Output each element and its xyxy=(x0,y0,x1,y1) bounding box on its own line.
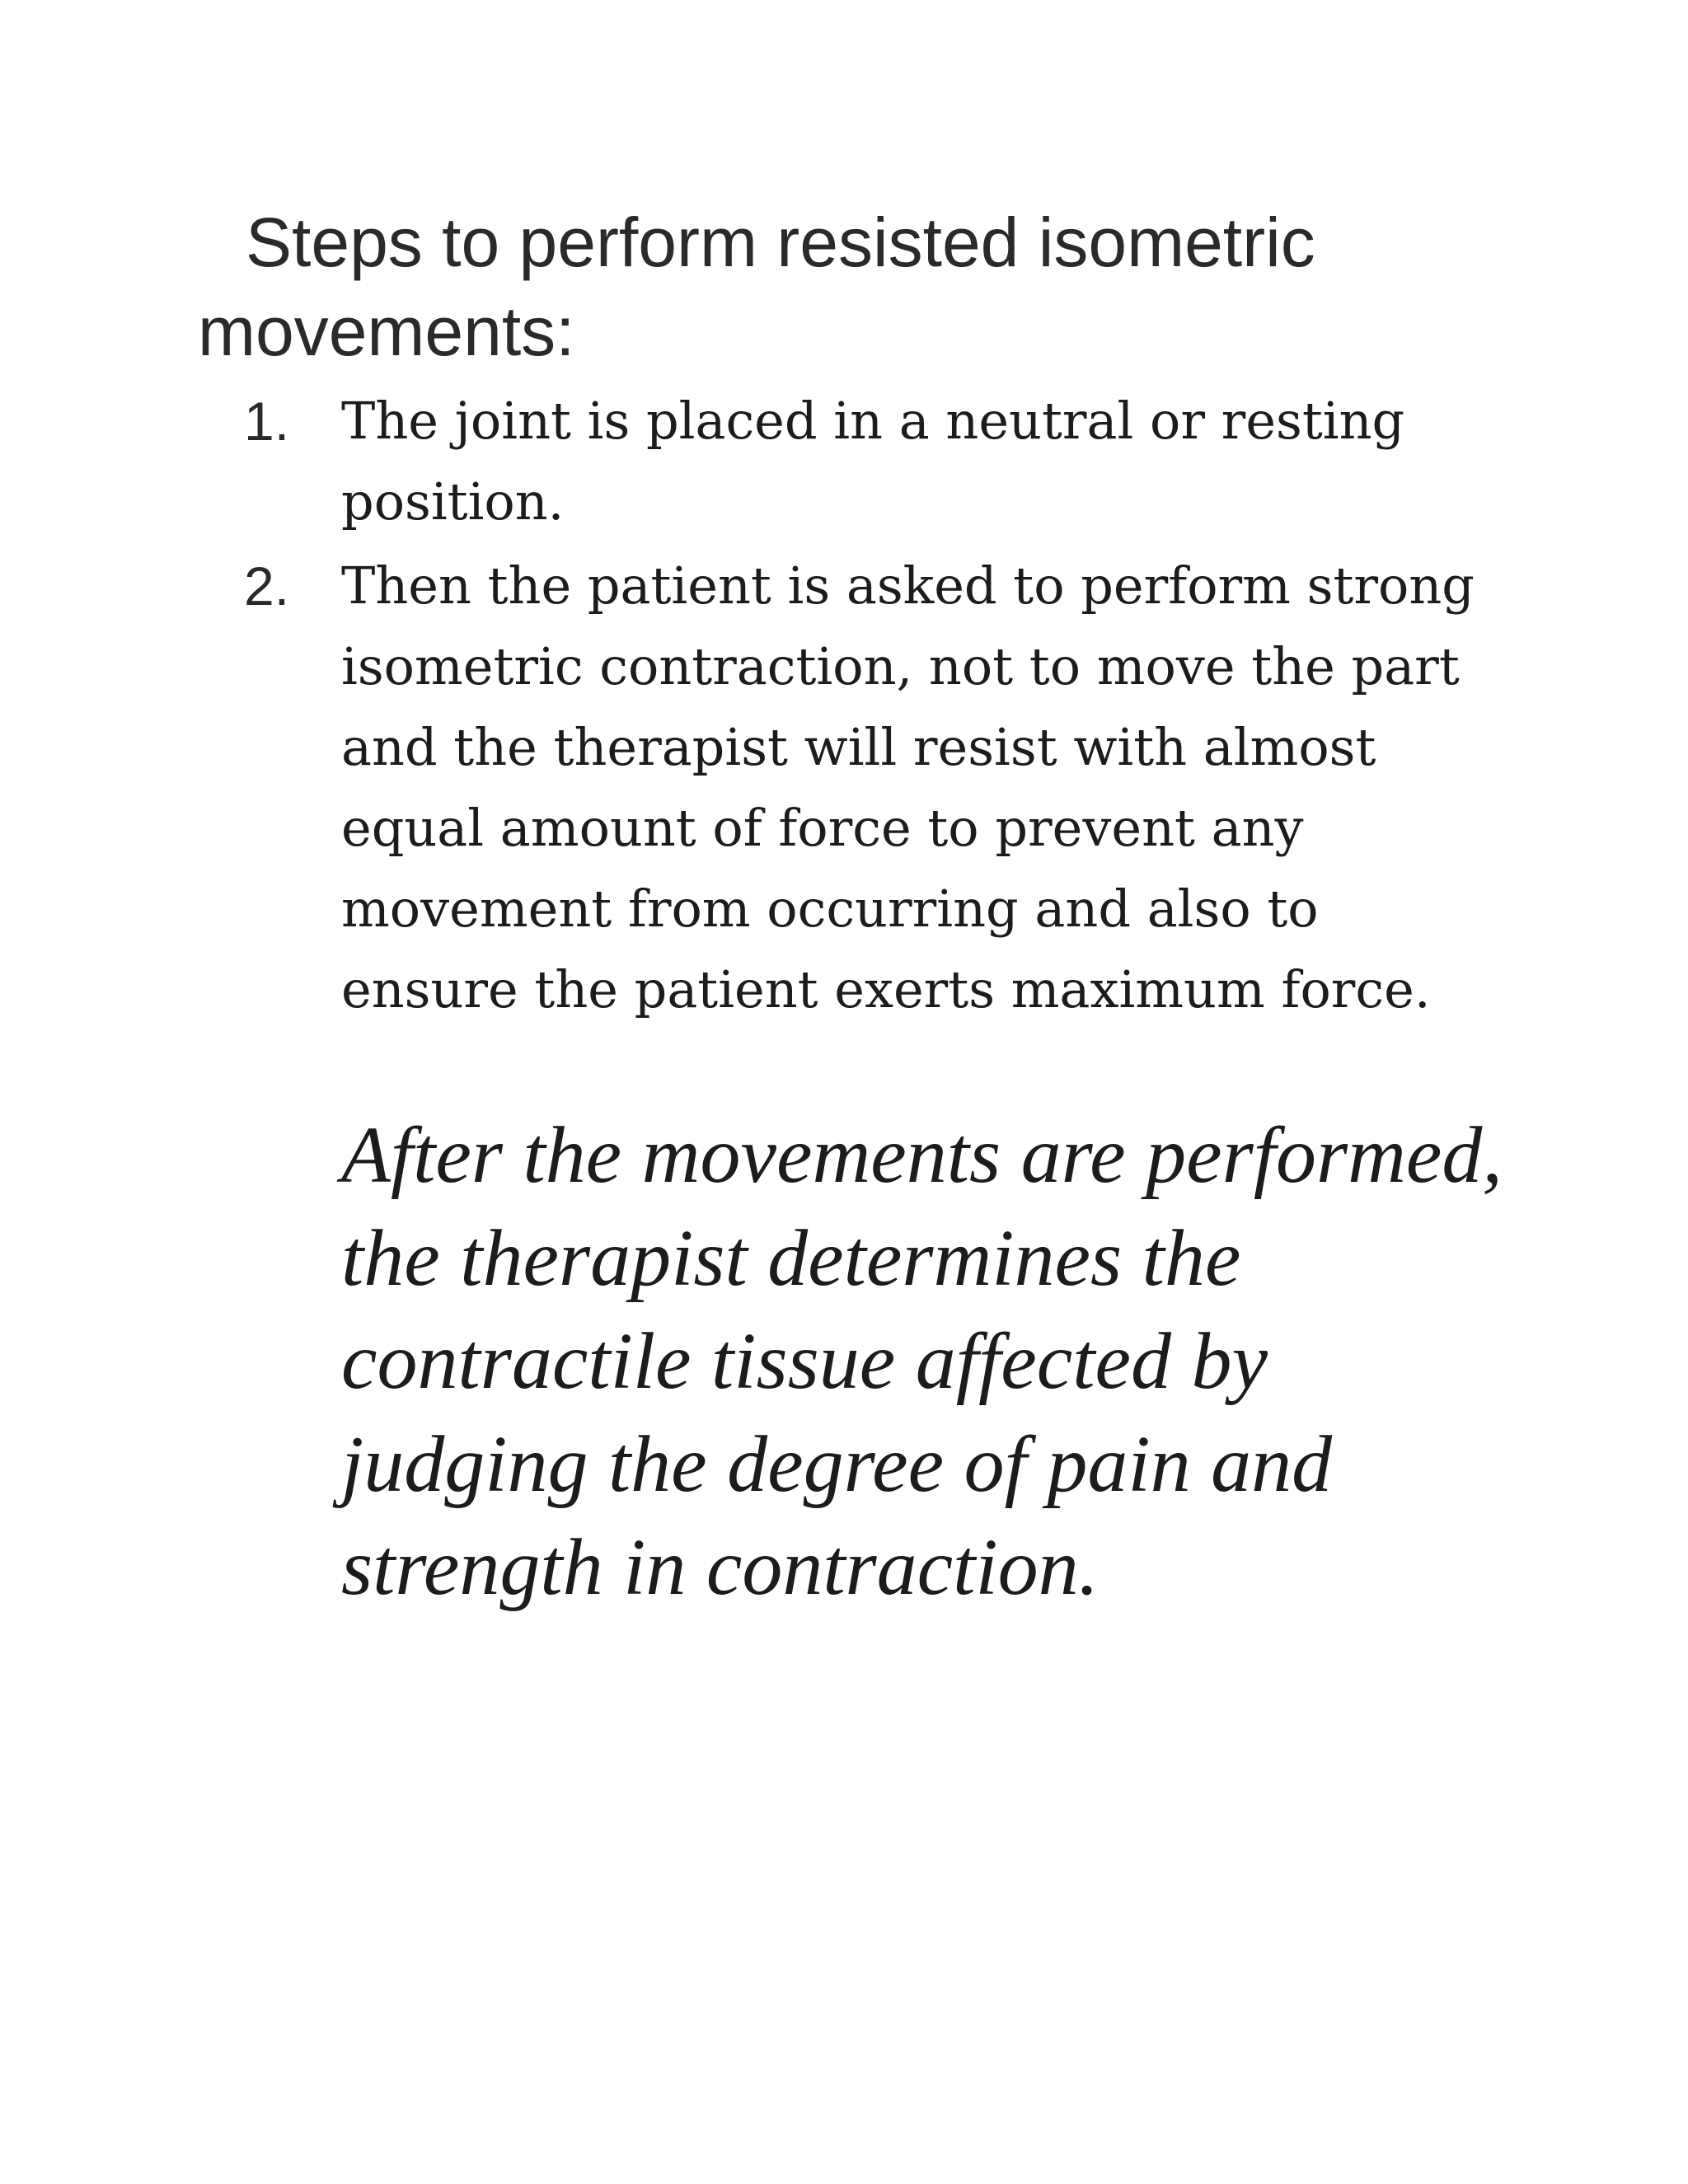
step-text: The joint is placed in a neutral or resting position. xyxy=(341,391,1405,532)
list-item xyxy=(0,546,1688,1030)
step-number: 1. xyxy=(244,391,290,452)
steps-list xyxy=(0,381,1688,1033)
document-heading: Steps to perform resisted isometric movements: xyxy=(198,204,1315,370)
conclusion-paragraph: After the movements are performed, the therapist determines the contractile tissue affected by judging the degree of pain and strength in contraction. xyxy=(341,1111,1503,1612)
step-number: 2. xyxy=(244,555,290,616)
step-text: Then the patient is asked to perform strong isometric contraction, not to move the part and the therapist will resist with almost equal amount of force to prevent any movement from occurring and also to ensure the patient exerts maximum force. xyxy=(341,555,1475,1019)
list-item xyxy=(0,381,1688,542)
